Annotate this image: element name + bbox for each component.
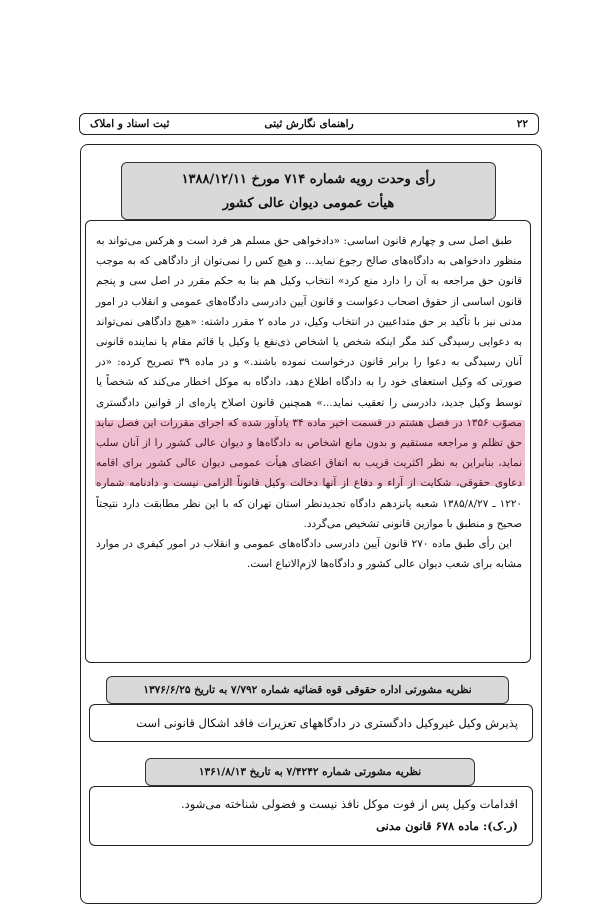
advisory-opinion-2-title: نظریه مشورتی شماره ۷/۴۲۴۲ به تاریخ ۱۳۶۱/۸/۱۳ [145, 758, 475, 786]
advisory-opinion-1-title: نظریه مشورتی اداره حقوقی قوه قضائیه شماره ۷/۷۹۲ به تاریخ ۱۳۷۶/۶/۲۵ [106, 676, 509, 704]
section-name: ثبت اسناد و املاک [90, 118, 170, 130]
ruling-paragraph-2: این رأی طبق ماده ۲۷۰ قانون آیین دادرسی دادگاه‌های عمومی و انقلاب در امور کیفری در موارد مشابه برای شعب دیوان عالی کشور و دادگاه‌ها لازم‌الاتباع است. [96, 538, 522, 571]
ruling-text-box [85, 220, 531, 663]
advisory-opinion-1-text: پذیرش وکیل غیروکیل دادگستری در دادگاههای تعزیرات فاقد اشکال قانونی است [136, 716, 518, 730]
ruling-paragraph-1: طبق اصل سی و چهارم قانون اساسی: «دادخواهی حق مسلم هر فرد است و هرکس می‌تواند به منظور دادخواهی به دادگاه‌های صالح رجوع نماید... و هیچ کس را نمی‌توان از دادگاهی که به موجب قانون حق مراجعه به آن را دارد منع کرد» انتخاب وکیل هم بنا به حکم مقرر در اصل سی و پنجم قانون اساسی از حقوق اصحاب دعواست و قانون آیین دادرسی دادگاه‌های عمومی و انقلاب در امور مدنی نیز با تأکید بر حق متداعیین در انتخاب وکیل، در ماده ۲ مقرر داشته: «هیچ دادگاهی نمی‌تواند به دعوایی رسیدگی کند مگر اینکه شخص یا اشخاص ذی‌نفع یا وکیل یا قائم مقام یا نماینده قانونی آنان رسیدگی به دعوا را برابر قانون درخواست نموده باشند.» و در ماده ۳۹ تصریح کرده: «در صورتی که وکیل استعفای خود را به دادگاه اطلاع دهد، دادگاه به موکل اخطار می‌کند که شخصاً یا توسط وکیل جدید، دادرسی را تعقیب نماید...» همچنین قانون اصلاح پاره‌ای از قوانین دادگستری مصوّب ۱۳۵۶ در فصل هشتم در قسمت اخیر ماده ۳۴ یادآور شده که اجرای مقررات این فصل نباید حق تظلم و مراجعه مستقیم و بدون مانع اشخاص به دادگاه‌ها و دیوان عالی کشور را از آنان سلب نماید، بنابراین به نظر اکثریت قریب به اتفاق اعضای هیأت عمومی دیوان عالی کشور برای اقامه دعاوی حقوقی، شکایت از آراء و دفاع از آنها دخالت وکیل قانوناً الزامی نیست و دادنامه شماره ۱۲۲۰ ـ ۱۳۸۵/۸/۲۷ شعبه پانزدهم دادگاه تجدیدنظر استان تهران که با این نظر مطابقت دارد نتیجتاً صحیح و منطبق با موازین قانونی تشخیص می‌گردد. [96, 235, 522, 530]
advisory-opinion-1-box [89, 704, 533, 742]
ruling-title-line2: هیأت عمومی دیوان عالی کشور [222, 196, 395, 211]
book-title: راهنمای نگارش ثبتی [264, 118, 354, 130]
advisory-opinion-2-reference: (ر.ک): ماده ۶۷۸ قانون مدنی [376, 819, 518, 833]
advisory-opinion-2-text: اقدامات وکیل پس از فوت موکل نافذ نیست و فضولی شناخته می‌شود. [181, 797, 518, 811]
page-number: ۲۲ [516, 118, 528, 130]
ruling-title-line1: رأی وحدت رویه شماره ۷۱۴ مورخ ۱۳۸۸/۱۲/۱۱ [181, 172, 436, 187]
advisory-opinion-2-box [89, 786, 533, 846]
ruling-title-box [121, 162, 496, 220]
page-header [79, 113, 539, 135]
